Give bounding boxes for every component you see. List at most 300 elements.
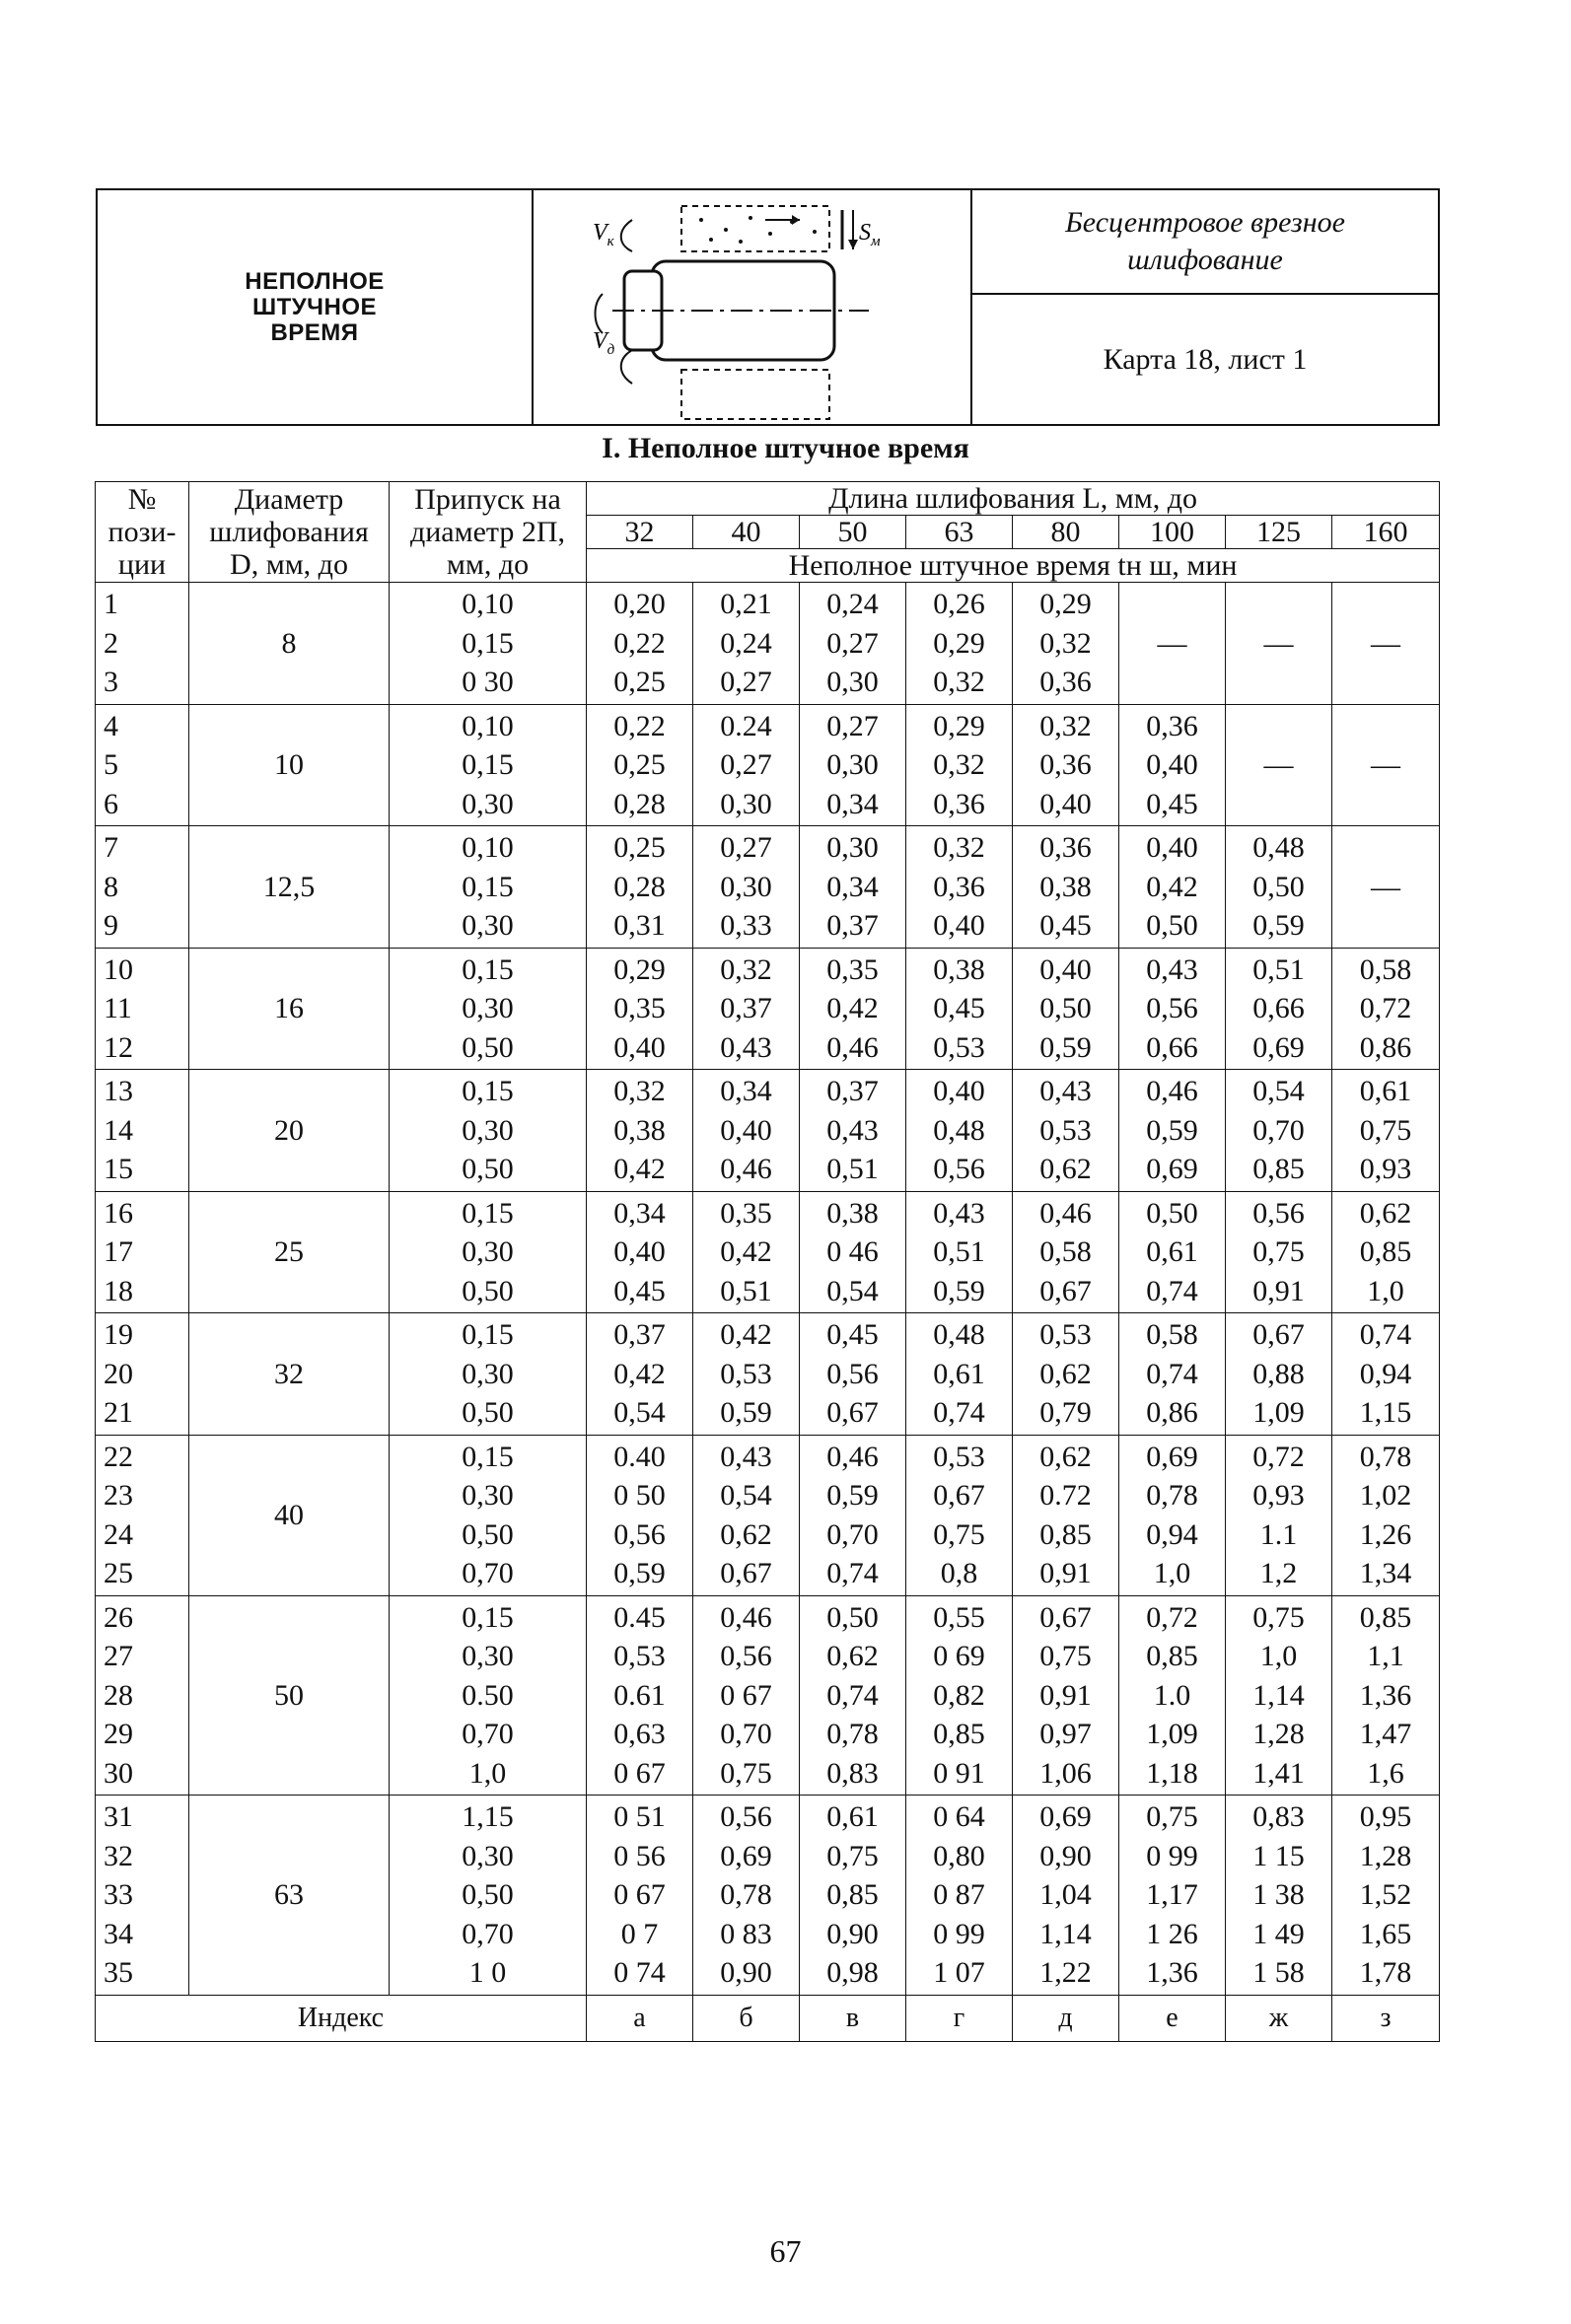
no-value-dash: — [1371, 748, 1401, 781]
time-cell [800, 1595, 906, 1796]
time-value: 0,88 [1252, 1357, 1305, 1390]
time-value: 0,38 [826, 1196, 879, 1230]
time-cell [1226, 1595, 1332, 1796]
allowance-value: 1 0 [468, 1956, 507, 1989]
index-letter: а [587, 1995, 693, 2041]
time-cell [906, 948, 1013, 1070]
diameter-cell: 12,5 [189, 826, 390, 949]
time-value: 0,36 [933, 787, 985, 820]
time-cell [906, 1313, 1013, 1436]
time-value: 1,6 [1367, 1756, 1404, 1790]
time-value: 0,62 [826, 1640, 879, 1672]
time-value: 0,27 [720, 831, 772, 864]
position-number: 23 [104, 1479, 133, 1512]
time-value: 0,56 [613, 1517, 666, 1551]
time-value: 0.45 [613, 1600, 666, 1634]
index-letter: ж [1226, 1995, 1332, 2041]
position-number: 8 [104, 870, 118, 903]
time-value: 0,40 [1146, 831, 1198, 864]
time-value: 0 46 [826, 1235, 879, 1268]
time-value: 0,85 [1359, 1235, 1412, 1268]
time-value: 0,35 [720, 1196, 772, 1230]
time-value: 0,72 [1359, 992, 1412, 1024]
time-value: 0,40 [720, 1113, 772, 1147]
time-value: 0,70 [720, 1718, 772, 1750]
allowance-value: 1,0 [468, 1756, 507, 1790]
index-row [96, 1995, 1440, 2041]
allowance-value: 0,15 [462, 1318, 514, 1351]
time-value: 0,59 [1146, 1113, 1198, 1147]
card-number: Карта 18, лист 1 [1103, 342, 1308, 376]
time-value: 0,51 [1252, 952, 1305, 986]
time-value: 1 07 [933, 1956, 985, 1989]
time-value: 0,79 [1039, 1396, 1092, 1429]
time-value: 0,34 [613, 1196, 666, 1230]
time-value: 1,22 [1039, 1956, 1092, 1989]
position-number: 32 [104, 1839, 133, 1872]
length-value: 40 [693, 516, 800, 549]
time-value: 0,59 [1039, 1030, 1092, 1064]
allowance-value: 0,30 [462, 909, 514, 942]
time-value: 0,54 [613, 1396, 666, 1429]
time-cell [906, 1796, 1013, 1996]
allowance-cell [390, 1191, 587, 1313]
time-value: 0 99 [933, 1917, 985, 1950]
no-value-dash: — [1371, 626, 1401, 660]
time-value: 0,93 [1359, 1153, 1412, 1185]
time-value: 0,46 [1146, 1075, 1198, 1107]
time-value: 0,53 [933, 1030, 985, 1064]
time-value: 0,53 [613, 1640, 666, 1672]
time-value: 0 74 [613, 1956, 666, 1989]
position-number: 12 [104, 1030, 133, 1064]
time-value: 0,33 [720, 909, 772, 942]
table-row [96, 826, 1440, 949]
allowance-cell [390, 583, 587, 705]
time-value: 0.72 [1039, 1479, 1092, 1512]
no-value-dash: — [1157, 626, 1187, 660]
position-number: 18 [104, 1274, 133, 1307]
position-number: 22 [104, 1440, 133, 1473]
time-cell [693, 1191, 800, 1313]
time-cell [1013, 1595, 1119, 1796]
time-cell [800, 1435, 906, 1595]
position-number: 4 [104, 709, 118, 742]
time-value: 1,34 [1359, 1557, 1412, 1589]
time-value: 0,85 [933, 1718, 985, 1750]
position-cell [96, 1191, 189, 1313]
time-value: 0,42 [720, 1235, 772, 1268]
time-value: 0,56 [720, 1640, 772, 1672]
time-cell [1013, 1435, 1119, 1595]
time-value: 0,22 [613, 709, 666, 742]
time-value: 0,66 [1146, 1030, 1198, 1064]
time-cell [1332, 1435, 1440, 1595]
time-value: 0,21 [720, 588, 772, 620]
time-value: 0,91 [1039, 1557, 1092, 1589]
time-value: 0,32 [933, 831, 985, 864]
time-value: 0 69 [933, 1640, 985, 1672]
time-cell [1119, 948, 1226, 1070]
time-value: 0,75 [720, 1756, 772, 1790]
index-letter: в [800, 1995, 906, 2041]
time-value: 0,51 [720, 1274, 772, 1307]
time-value: 1,36 [1146, 1956, 1198, 1989]
allowance-value: 0,50 [462, 1030, 514, 1064]
time-value: 0,46 [720, 1153, 772, 1185]
allowance-value: 0,30 [462, 1113, 514, 1147]
diameter-cell: 20 [189, 1070, 390, 1192]
time-value: 0,85 [1039, 1517, 1092, 1551]
allowance-value: 0,50 [462, 1878, 514, 1911]
position-number: 33 [104, 1878, 133, 1911]
allowance-value: 0,30 [462, 1357, 514, 1390]
time-value: 0 91 [933, 1756, 985, 1790]
time-value: 0,62 [1039, 1440, 1092, 1473]
time-value: 0.61 [613, 1678, 666, 1712]
time-value: 0,35 [613, 992, 666, 1024]
position-number: 1 [104, 588, 118, 620]
time-value: 0,32 [933, 666, 985, 698]
time-value: 0,74 [826, 1557, 879, 1589]
time-value: 0,75 [933, 1517, 985, 1551]
table-row [96, 1313, 1440, 1436]
time-cell [906, 704, 1013, 826]
time-value: 0,53 [933, 1440, 985, 1473]
time-cell [693, 1070, 800, 1192]
time-value: 1.0 [1153, 1678, 1191, 1712]
allowance-value: 0,30 [462, 1235, 514, 1268]
time-value: 0,90 [1039, 1839, 1092, 1872]
feed-label: $S_м$ [859, 220, 881, 249]
no-value-dash: — [1371, 870, 1401, 903]
time-value: 0,69 [720, 1839, 772, 1872]
time-value: 1,18 [1146, 1756, 1198, 1790]
operation-title: Бесцентровое врезное шлифование [1065, 206, 1345, 276]
header-title-cell [98, 190, 534, 424]
time-value: 1 58 [1252, 1956, 1305, 1989]
time-value: 0,91 [1252, 1274, 1305, 1307]
time-value: 0,59 [1252, 909, 1305, 942]
position-cell [96, 826, 189, 949]
time-value: 0,48 [933, 1113, 985, 1147]
time-value: 0,31 [613, 909, 666, 942]
allowance-cell [390, 1595, 587, 1796]
time-value: 0,95 [1359, 1800, 1412, 1833]
no-value-dash: — [1263, 748, 1294, 781]
time-value: 0,83 [1252, 1800, 1305, 1833]
time-value: 0,59 [826, 1479, 879, 1512]
time-value: 0,37 [826, 1075, 879, 1107]
time-value: 0,43 [720, 1440, 772, 1473]
diameter-cell: 8 [189, 583, 390, 705]
allowance-cell [390, 1313, 587, 1436]
time-value: 0,54 [1252, 1075, 1305, 1107]
time-value: 0,40 [933, 909, 985, 942]
time-value: 0,67 [1039, 1274, 1092, 1307]
table-row [96, 1796, 1440, 1996]
time-value: 0,69 [1146, 1440, 1198, 1473]
position-number: 29 [104, 1718, 133, 1750]
allowance-value: 0,15 [462, 748, 514, 781]
time-cell [1226, 1435, 1332, 1595]
time-value: 0,62 [720, 1517, 772, 1551]
time-value: 0,32 [720, 952, 772, 986]
time-value: 0,36 [1039, 831, 1092, 864]
allowance-value: 0,50 [462, 1517, 514, 1551]
time-value: 0,67 [720, 1557, 772, 1589]
time-value: 0,74 [1359, 1318, 1412, 1351]
time-cell [693, 826, 800, 949]
allowance-value: 0,15 [462, 1196, 514, 1230]
time-value: 0,53 [720, 1357, 772, 1390]
time-value: 1 38 [1252, 1878, 1305, 1911]
time-value: 1,78 [1359, 1956, 1412, 1989]
time-value: 1.1 [1259, 1517, 1298, 1551]
time-value: 0 50 [613, 1479, 666, 1512]
time-value: 0,85 [1252, 1153, 1305, 1185]
time-value: 0,34 [826, 870, 879, 903]
time-value: 0,78 [1359, 1440, 1412, 1473]
card-header [96, 188, 1440, 426]
time-value: 0,54 [720, 1479, 772, 1512]
allowance-value: 0,15 [462, 1075, 514, 1107]
time-value: 0,94 [1359, 1357, 1412, 1390]
diameter-cell: 50 [189, 1595, 390, 1796]
allowance-value: 0,50 [462, 1274, 514, 1307]
time-value: 0,40 [1039, 952, 1092, 986]
position-cell [96, 583, 189, 705]
time-value: 0,20 [613, 588, 666, 620]
header-title: НЕПОЛНОЕ ШТУЧНОЕ ВРЕМЯ [245, 267, 385, 346]
time-cell [1226, 1070, 1332, 1192]
time-value: 0,30 [720, 787, 772, 820]
position-number: 7 [104, 831, 118, 864]
diameter-cell: 32 [189, 1313, 390, 1436]
time-value: 0,61 [826, 1800, 879, 1833]
time-cell [1332, 1070, 1440, 1192]
position-number: 15 [104, 1153, 133, 1185]
time-cell [693, 704, 800, 826]
time-value: 0,46 [826, 1030, 879, 1064]
position-number: 2 [104, 626, 118, 660]
time-value: 0,45 [613, 1274, 666, 1307]
time-value: 0,48 [933, 1318, 985, 1351]
time-value: 0,28 [613, 870, 666, 903]
allowance-value: 0,70 [462, 1917, 514, 1950]
position-number: 13 [104, 1075, 133, 1107]
time-value: 0 64 [933, 1800, 985, 1833]
time-value: 0 83 [720, 1917, 772, 1950]
time-value: 0,56 [826, 1357, 879, 1390]
table-row [96, 704, 1440, 826]
time-value: 0,38 [933, 952, 985, 986]
time-cell [1119, 1796, 1226, 1996]
time-value: 0,38 [1039, 870, 1092, 903]
diameter-cell: 25 [189, 1191, 390, 1313]
time-value: 0,90 [826, 1917, 879, 1950]
time-value: 0,42 [720, 1318, 772, 1351]
position-number: 19 [104, 1318, 133, 1351]
allowance-value: 0,30 [462, 1479, 514, 1512]
time-cell [693, 1313, 800, 1436]
time-cell [1226, 1191, 1332, 1313]
time-value: 0,22 [613, 626, 666, 660]
position-cell [96, 704, 189, 826]
position-number: 31 [104, 1800, 133, 1833]
position-number: 21 [104, 1396, 133, 1429]
time-value: 0,55 [933, 1600, 985, 1634]
allowance-value: 0,30 [462, 992, 514, 1024]
time-value: 0,48 [1252, 831, 1305, 864]
time-value: 0,24 [720, 626, 772, 660]
time-value: 0,50 [826, 1600, 879, 1634]
no-value-dash: — [1263, 626, 1294, 660]
position-number: 24 [104, 1517, 133, 1551]
grinding-diagram-cell [534, 190, 972, 424]
grinding-time-table [95, 481, 1440, 2042]
time-value: 0,74 [1146, 1274, 1198, 1307]
index-letter: г [906, 1995, 1013, 2041]
time-value: 0,56 [933, 1153, 985, 1185]
length-header: Длина шлифования L, мм, до [587, 482, 1440, 516]
index-letter: д [1013, 1995, 1119, 2041]
position-number: 35 [104, 1956, 133, 1989]
length-value: 50 [800, 516, 906, 549]
time-value: 0,50 [1146, 909, 1198, 942]
time-value: 1,28 [1359, 1839, 1412, 1872]
time-value: 0,28 [613, 787, 666, 820]
time-cell [800, 1313, 906, 1436]
time-value: 0,69 [1146, 1153, 1198, 1185]
time-cell [1013, 1313, 1119, 1436]
time-value: 0,98 [826, 1956, 879, 1989]
time-cell [1013, 1796, 1119, 1996]
time-value: 0,93 [1252, 1479, 1305, 1512]
time-value: 0 7 [620, 1917, 659, 1950]
time-value: 0,85 [1146, 1640, 1198, 1672]
time-value: 0,69 [1252, 1030, 1305, 1064]
time-cell [1013, 948, 1119, 1070]
time-cell [1332, 1796, 1440, 1996]
allowance-value: 0,10 [462, 709, 514, 742]
time-value: 0,67 [933, 1479, 985, 1512]
time-cell [1332, 1595, 1440, 1796]
time-value: 0,63 [613, 1718, 666, 1750]
time-value: 0,40 [613, 1235, 666, 1268]
time-value: 0,29 [933, 709, 985, 742]
time-value: 0,85 [1359, 1600, 1412, 1634]
time-cell [693, 583, 800, 705]
time-value: 0,69 [1039, 1800, 1092, 1833]
time-value: 1,1 [1367, 1640, 1404, 1672]
allowance-value: 0,10 [462, 831, 514, 864]
time-cell [1332, 583, 1440, 705]
allowance-value: 0,50 [462, 1153, 514, 1185]
time-value: 0,42 [826, 992, 879, 1024]
allowance-cell [390, 1435, 587, 1595]
position-number: 9 [104, 909, 118, 942]
section-title: I. Неполное штучное время [602, 432, 969, 464]
position-number: 10 [104, 952, 133, 986]
allowance-value: 0,30 [462, 1839, 514, 1872]
time-cell [1332, 1313, 1440, 1436]
time-value: 0,59 [613, 1557, 666, 1589]
time-value: 1,15 [1359, 1396, 1412, 1429]
length-value: 160 [1332, 516, 1440, 549]
time-cell [800, 1070, 906, 1192]
allowance-value: 0,70 [462, 1718, 514, 1750]
time-value: 0,46 [1039, 1196, 1092, 1230]
time-cell [800, 583, 906, 705]
time-value: 0,61 [1359, 1075, 1412, 1107]
time-value: 0,37 [613, 1318, 666, 1351]
time-value: 0,62 [1359, 1196, 1412, 1230]
time-value: 0,40 [613, 1030, 666, 1064]
time-cell [1119, 704, 1226, 826]
length-value: 100 [1119, 516, 1226, 549]
time-value: 0,90 [720, 1956, 772, 1989]
index-letter: б [693, 1995, 800, 2041]
time-cell [800, 704, 906, 826]
position-number: 34 [104, 1917, 133, 1950]
position-cell [96, 1313, 189, 1436]
time-cell [1119, 1191, 1226, 1313]
position-cell [96, 1595, 189, 1796]
time-value: 0,43 [1146, 952, 1198, 986]
time-value: 0,75 [1039, 1640, 1092, 1672]
table-row [96, 1070, 1440, 1192]
diameter-cell: 40 [189, 1435, 390, 1595]
time-cell [693, 1435, 800, 1595]
position-number: 3 [104, 666, 118, 698]
time-value: 0,25 [613, 666, 666, 698]
time-value: 0,30 [826, 748, 879, 781]
time-value: 1,17 [1146, 1878, 1198, 1911]
time-cell [1226, 704, 1332, 826]
time-value: 0,36 [1039, 666, 1092, 698]
time-value: 0,74 [933, 1396, 985, 1429]
time-cell [800, 948, 906, 1070]
time-value: 0 56 [613, 1839, 666, 1872]
time-value: 0,78 [720, 1878, 772, 1911]
time-value: 1,09 [1146, 1718, 1198, 1750]
position-cell [96, 1070, 189, 1192]
time-value: 0,42 [1146, 870, 1198, 903]
time-value: 0,36 [933, 870, 985, 903]
diameter-column-header: Диаметр шлифования D, мм, до [189, 482, 390, 583]
position-number: 5 [104, 748, 118, 781]
time-value: 0,53 [1039, 1113, 1092, 1147]
time-value: 0,36 [1146, 709, 1198, 742]
time-value: 1,65 [1359, 1917, 1412, 1950]
table-row [96, 1595, 1440, 1796]
time-cell [1332, 826, 1440, 949]
time-value: 0,32 [1039, 626, 1092, 660]
time-cell [587, 1313, 693, 1436]
time-value: 0,67 [1039, 1600, 1092, 1634]
allowance-cell [390, 1070, 587, 1192]
time-value: 1,28 [1252, 1718, 1305, 1750]
time-value: 1,36 [1359, 1678, 1412, 1712]
diameter-cell: 16 [189, 948, 390, 1070]
time-value: 1,0 [1259, 1640, 1298, 1672]
time-value: 1,09 [1252, 1396, 1305, 1429]
length-value: 125 [1226, 516, 1332, 549]
time-value: 0,40 [1146, 748, 1198, 781]
time-value: 0 67 [720, 1678, 772, 1712]
time-value: 1 15 [1252, 1839, 1305, 1872]
